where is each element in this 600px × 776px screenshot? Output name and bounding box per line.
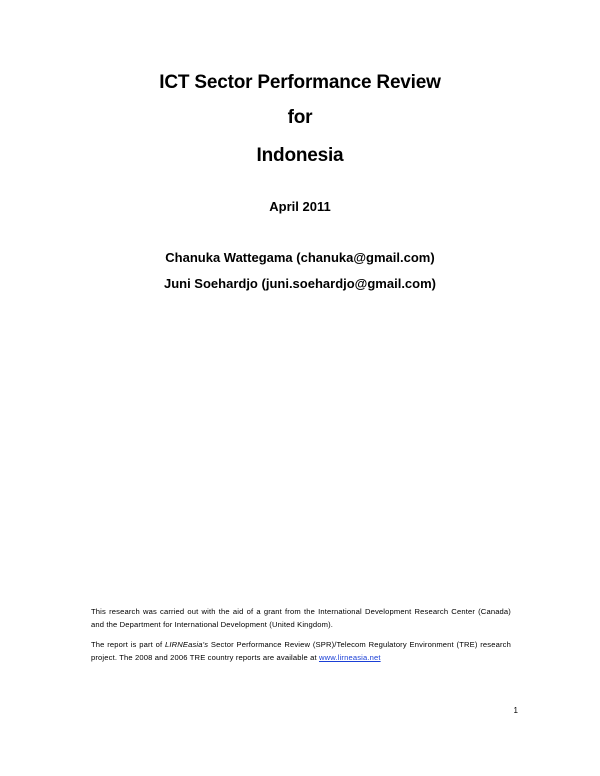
author-name: Juni Soehardjo [163,276,258,291]
author-line-1: Chanuka Wattegama (chanuka@gmail.com) [165,250,435,265]
website-link[interactable]: www.lirneasia.net [318,653,381,662]
organization-name: LIRNEasia's [165,640,209,649]
author-line-2: Juni Soehardjo (juni.soehardjo@gmail.com) [163,276,437,291]
project-footnote-text: Sector Performance Review (SPR)/Telecom Regulatory Environment (TRE) research project. The 2008 and 2006 TRE country reports are available at [91,640,511,662]
document-title-line-2: for [287,107,313,128]
project-footnote-text: The report is part of [91,640,165,649]
funding-footnote: This research was carried out with the aid of a grant from the International Development Research Center (Canada) and the Department for International Development (United Kingdom). [91,607,511,629]
author-email: juni.soehardjo@gmail.com [265,276,432,291]
page-number: 1 [513,706,518,715]
author-email: chanuka@gmail.com [300,250,431,265]
document-date: April 2011 [269,199,331,214]
document-title-line-3: Indonesia [256,145,344,166]
document-title-line-1: ICT Sector Performance Review [159,72,441,93]
project-footnote [91,638,511,664]
author-name: Chanuka Wattegama [165,250,293,265]
